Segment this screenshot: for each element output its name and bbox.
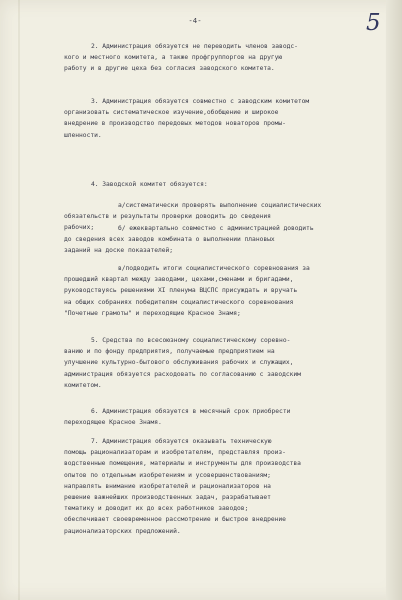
paragraph-p3-line-2: организовать систематическое изучение,обобщение и широкое xyxy=(64,109,279,117)
paragraph-p7-line-4: опытов по отдельным изобретениям и усовершенствованиям; xyxy=(64,471,271,479)
paragraph-p7-line-3: водственные помещения, материалы и инструменты для производства xyxy=(64,460,301,468)
paragraph-p7-line-2: помощь рационализаторам и изобретателям, представляя произ- xyxy=(64,449,286,457)
paragraph-p5-line-2: ванию и по фонду предприятия, получаемые предприятием на xyxy=(64,348,275,356)
paragraph-p4b-line-2: до сведения всех заводов комбината о выполнении плановых xyxy=(64,236,275,244)
paragraph-p2-line-1: 2. Администрация обязуется не переводить членов заводс- xyxy=(91,43,298,50)
page-number: -4- xyxy=(188,16,202,25)
paragraph-p6-line-2: переходящее Красное Знамя. xyxy=(64,419,162,427)
paragraph-p7-line-6: решение важнейших производственных задач, разрабатывает xyxy=(64,494,271,501)
paragraph-p4v-line-4: на общих собраниях победителям социалистического соревнования xyxy=(64,298,294,306)
paragraph-p5-line-5: комитетом. xyxy=(64,381,102,389)
paragraph-p5-line-3: улучшение культурно-бытового обслуживания рабочих и служащих, xyxy=(64,359,294,367)
paragraph-p7-line-8: обеспечивает своевременное рассмотрение и быстрое внедрение xyxy=(64,516,286,524)
paragraph-p7-line-5: направлять внимание изобретателей и рационализаторов на xyxy=(64,482,271,490)
paragraph-p7-line-9: рационализаторских предложений. xyxy=(64,527,181,535)
paragraph-p4v-line-1: в/подводить итоги социалистического соревнования за xyxy=(118,265,310,272)
paragraph-p4a-line-2: обязательств и результаты проверки доводить до сведения xyxy=(64,213,271,221)
paragraph-p4v-line-2: прошедший квартал между заводами, цехами,сменами и бригадами, xyxy=(64,276,294,284)
paragraph-p6-line-1: 6. Администрация обязуется в месячный срок приобрести xyxy=(91,408,291,415)
paragraph-p5-line-4: администрация обязуется расходовать по согласованию с заводским xyxy=(64,370,301,378)
paragraph-p3-line-3: внедрение в производство передовых методов новаторов промы- xyxy=(64,120,286,128)
paragraph-p4a-line-3: рабочих; xyxy=(64,224,95,232)
paragraph-p4v-line-5: "Почетные грамоты" и переходящие Красное Знамя; xyxy=(64,309,241,317)
paragraph-p2-line-3: работу и в другие цеха без согласия заводского комитета. xyxy=(64,65,275,73)
handwritten-page-number: 5 xyxy=(366,10,381,36)
paragraph-p7-line-7: тематику и доводит их до всех работников заводов; xyxy=(64,505,249,513)
paragraph-p4-line-1: 4. Заводской комитет обязуется: xyxy=(91,181,208,188)
paragraph-p2-line-2: кого и местного комитета, а также профгруппоргов на другую xyxy=(64,54,283,62)
paragraph-p4a-line-1: а/систематически проверять выполнение социалистических xyxy=(118,202,322,209)
paragraph-p7-line-1: 7. Администрация обязуется оказывать техническую xyxy=(91,438,272,445)
paragraph-p4b-line-3: заданий на доске показателей; xyxy=(64,247,174,255)
paragraph-p4b-line-1: б/ ежеквартально совместно с администрацией доводить xyxy=(118,225,314,232)
page-fold-shadow xyxy=(18,0,20,600)
page-edge xyxy=(386,0,402,600)
paragraph-p3-line-1: 3. Администрация обязуется совместно с заводским комитетом xyxy=(91,98,310,105)
paragraph-p3-line-4: шленности. xyxy=(64,131,102,139)
paragraph-p4v-line-3: руководствуясь решениями ХI пленума ВЦСПС присуждать и вручать xyxy=(64,287,298,295)
paragraph-p5-line-1: 5. Средства по всесоюзному социалистическому соревно- xyxy=(91,337,291,344)
